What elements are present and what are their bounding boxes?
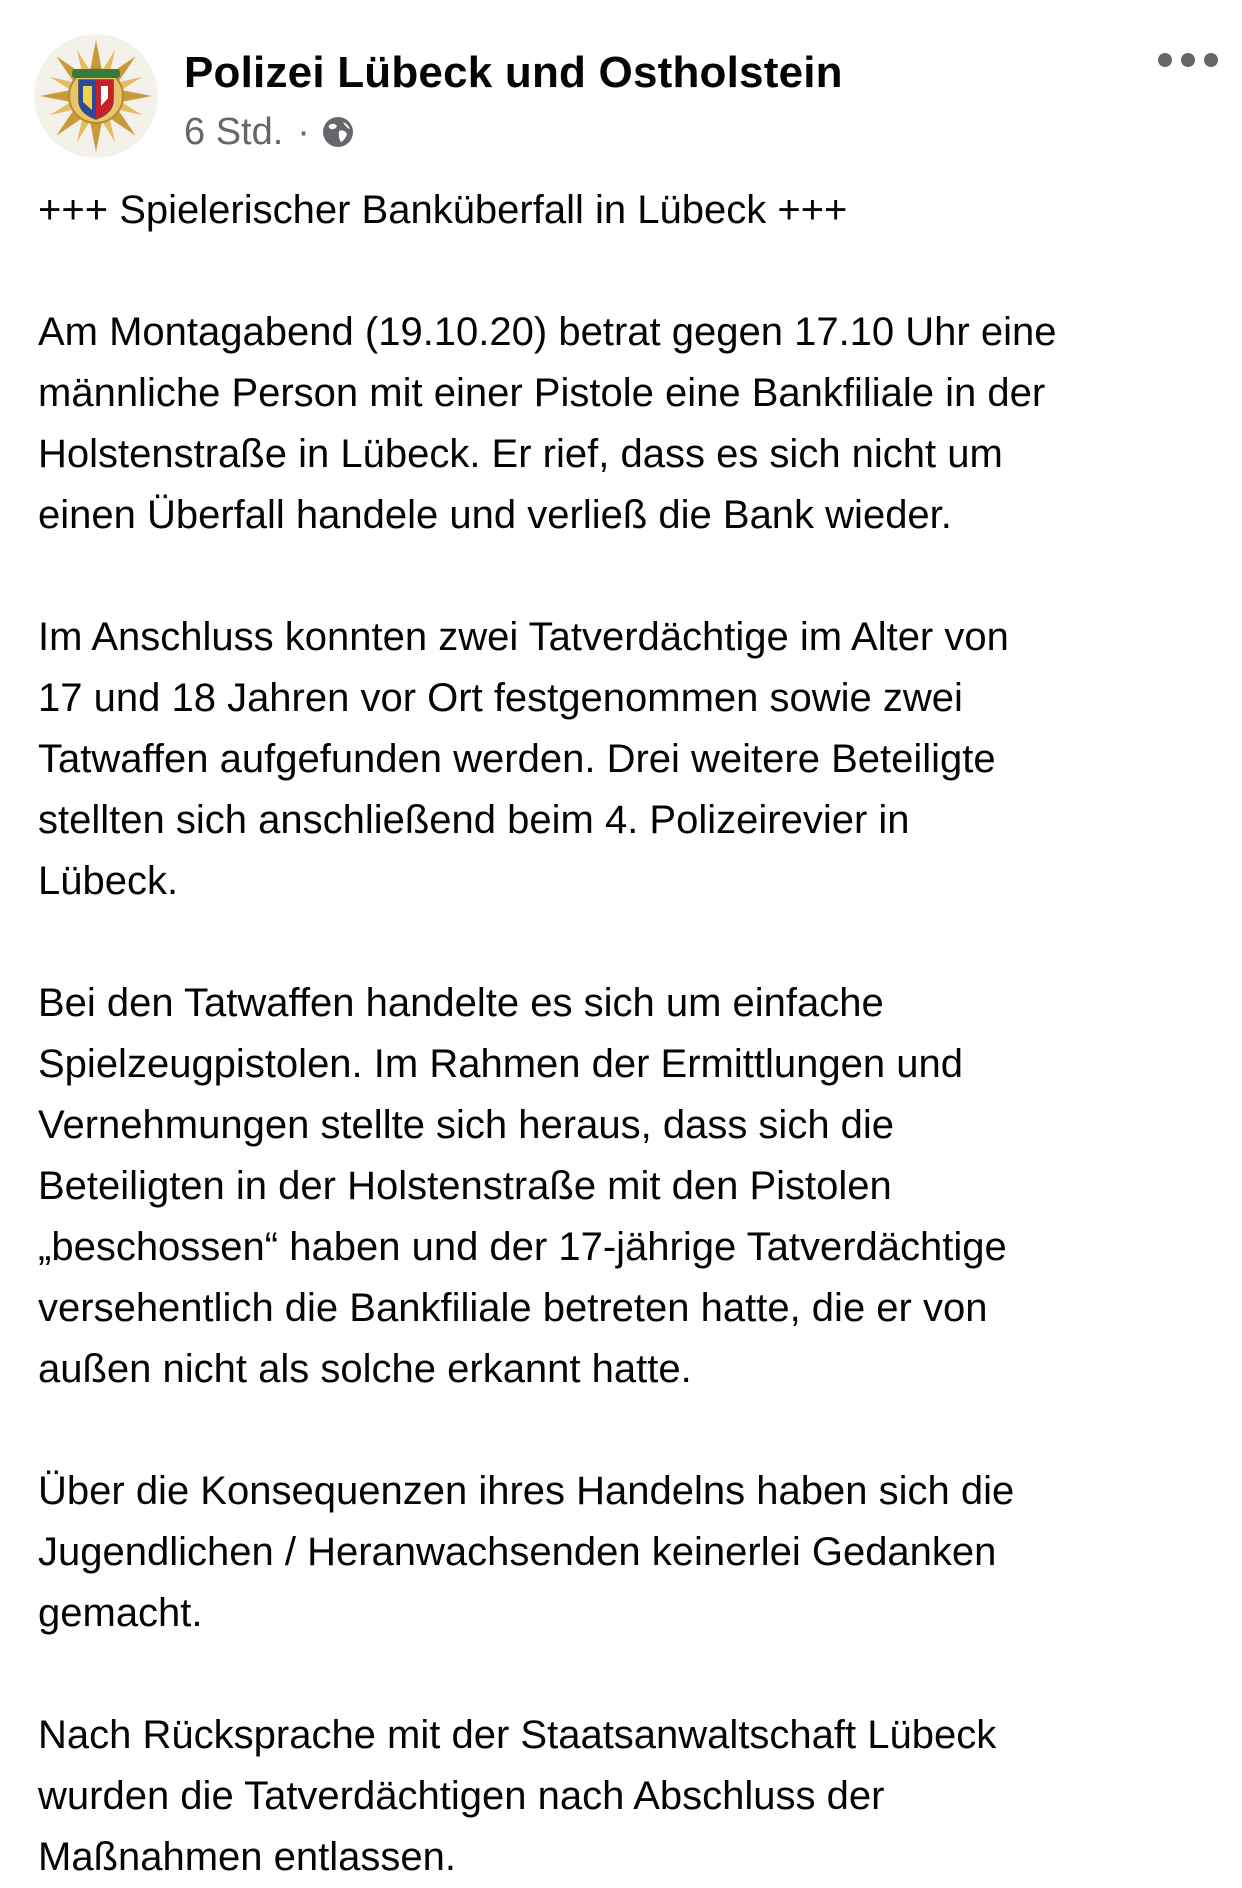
- text-line: Beteiligten in der Holstenstraße mit den Pistolen: [38, 1164, 892, 1208]
- text-line: wurden die Tatverdächtigen nach Abschluss der: [38, 1774, 885, 1818]
- paragraph-spacer: [38, 1644, 1218, 1705]
- page-name[interactable]: Polizei Lübeck und Ostholstein: [184, 48, 843, 97]
- more-dot: [1204, 53, 1218, 67]
- text-line: Bei den Tatwaffen handelte es sich um einfache: [38, 981, 884, 1025]
- text-line: Nach Rücksprache mit der Staatsanwaltschaft Lübeck: [38, 1713, 997, 1757]
- text-line: Vernehmungen stellte sich heraus, dass sich die: [38, 1103, 895, 1147]
- post-headline: +++ Spielerischer Banküberfall in Lübeck +++: [38, 188, 848, 232]
- text-line: Tatwaffen aufgefunden werden. Drei weitere Beteiligte: [38, 737, 996, 781]
- text-line: stellten sich anschließend beim 4. Polizeirevier in: [38, 798, 910, 842]
- text-line: „beschossen“ haben und der 17-jährige Tatverdächtige: [38, 1225, 1007, 1269]
- text-line: außen nicht als solche erkannt hatte.: [38, 1347, 692, 1391]
- paragraph-spacer: [38, 546, 1218, 607]
- text-line: versehentlich die Bankfiliale betreten hatte, die er von: [38, 1286, 988, 1330]
- text-line: Maßnahmen entlassen.: [38, 1835, 457, 1879]
- text-line: 17 und 18 Jahren vor Ort festgenommen sowie zwei: [38, 676, 963, 720]
- text-line: Spielzeugpistolen. Im Rahmen der Ermittlungen und: [38, 1042, 963, 1086]
- more-options-button[interactable]: [1158, 48, 1218, 72]
- meta-separator: ·: [297, 110, 310, 153]
- avatar[interactable]: [34, 34, 158, 158]
- text-line: Jugendlichen / Heranwachsenden keinerlei Gedanken: [38, 1530, 997, 1574]
- text-line: Am Montagabend (19.10.20) betrat gegen 17.10 Uhr eine: [38, 310, 1057, 354]
- post-meta: [184, 110, 356, 154]
- text-line: gemacht.: [38, 1591, 203, 1635]
- paragraph-spacer: [38, 912, 1218, 973]
- text-line: Über die Konsequenzen ihres Handelns haben sich die: [38, 1469, 1015, 1513]
- more-dot: [1181, 53, 1195, 67]
- text-line: Lübeck.: [38, 859, 179, 903]
- text-line: Im Anschluss konnten zwei Tatverdächtige im Alter von: [38, 615, 1009, 659]
- text-line: einen Überfall handele und verließ die Bank wieder.: [38, 493, 952, 537]
- more-dot: [1158, 53, 1172, 67]
- post-timestamp[interactable]: 6 Std.: [184, 110, 284, 153]
- text-line: männliche Person mit einer Pistole eine Bankfiliale in der: [38, 371, 1046, 415]
- text-line: Holstenstraße in Lübeck. Er rief, dass es sich nicht um: [38, 432, 1003, 476]
- paragraph-spacer: [38, 241, 1218, 302]
- police-star-badge-icon: [34, 34, 158, 158]
- globe-icon[interactable]: [320, 114, 356, 150]
- paragraph-spacer: [38, 1400, 1218, 1461]
- post-header: [0, 0, 1242, 170]
- post-body: [38, 180, 1218, 1888]
